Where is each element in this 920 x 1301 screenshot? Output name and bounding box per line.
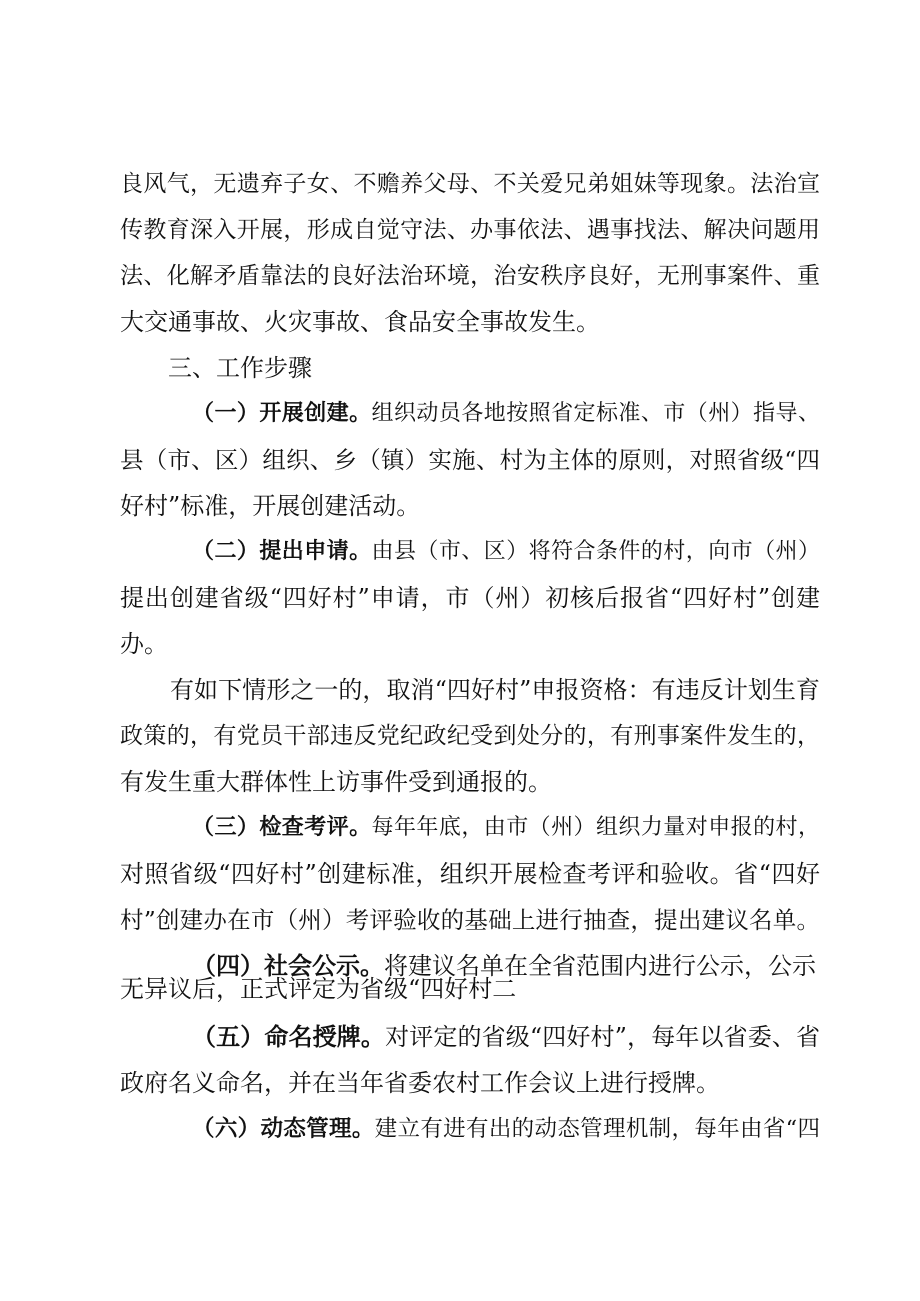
step-4-title: （四）社会公示。 <box>192 952 384 980</box>
step-1-first-line <box>192 391 820 437</box>
step-2-title: （二）提出申请。 <box>192 539 372 564</box>
step-6-title: （六）动态管理。 <box>192 1116 375 1142</box>
paragraph-line: 法、化解矛盾靠法的良好法治环境，治安秩序良好，无刑事案件、重 <box>120 263 820 289</box>
paragraph-line: 对照省级“四好村”创建标准，组织开展检查考评和验收。省“四好 <box>120 860 820 888</box>
paragraph-line: 政策的，有党员干部违反党纪政纪受到处分的，有刑事案件发生的， <box>120 723 820 749</box>
paragraph-line: 有发生重大群体性上访事件受到通报的。 <box>120 768 552 796</box>
step-1-title: （一）开展创建。 <box>192 401 372 426</box>
step-3-first-line <box>192 805 820 851</box>
step-3-text: 每年年底，由市（州）组织力量对申报的村， <box>371 815 820 840</box>
step-3-title: （三）检查考评。 <box>192 815 372 840</box>
paragraph-line: 好村”标准，开展创建活动。 <box>120 492 421 520</box>
paragraph-line: 村”创建办在市（州）考评验收的基础上进行抽查，提出建议名单。 <box>120 906 820 934</box>
step-5-text: 对评定的省级“四好村”，每年以省委、省 <box>385 1023 820 1051</box>
step-1-text: 组织动员各地按照省定标准、市（州）指导、 <box>371 401 820 426</box>
step-5-title: （五）命名授牌。 <box>192 1023 386 1051</box>
step-2-first-line <box>192 529 820 575</box>
step-4-text: 将建议名单在全省范围内进行公示，公示 <box>384 952 816 980</box>
paragraph-line: 良风气，无遗弃子女、不赡养父母、不关爱兄弟姐妹等现象。法治宣 <box>120 171 820 197</box>
paragraph-line: 提出创建省级“四好村”申请，市（州）初核后报省“四好村”创建 <box>120 584 820 612</box>
paragraph-line: 大交通事故、火灾事故、食品安全事故发生。 <box>120 308 600 336</box>
step-5-first-line <box>192 1014 820 1060</box>
step-6-first-line <box>192 1106 820 1152</box>
paragraph-line: 县（市、区）组织、乡（镇）实施、村为主体的原则，对照省级“四 <box>120 446 820 474</box>
step-2-text: 由县（市、区）将符合条件的村，向市（州） <box>371 539 820 564</box>
paragraph-line: 传教育深入开展，形成自觉守法、办事依法、遇事找法、解决问题用 <box>120 217 820 243</box>
paragraph-line: 有如下情形之一的，取消“四好村”申报资格：有违反计划生育 <box>170 676 820 704</box>
paragraph-line: 政府名义命名，并在当年省委农村工作会议上进行授牌。 <box>120 1069 720 1097</box>
section-heading: 三、工作步骤 <box>168 354 312 382</box>
paragraph-line: 办。 <box>120 630 168 658</box>
step-6-text: 建立有进有出的动态管理机制，每年由省“四 <box>374 1116 820 1142</box>
paragraph-line: 无异议后，正式评定为省级“四好村二 <box>120 975 517 1003</box>
